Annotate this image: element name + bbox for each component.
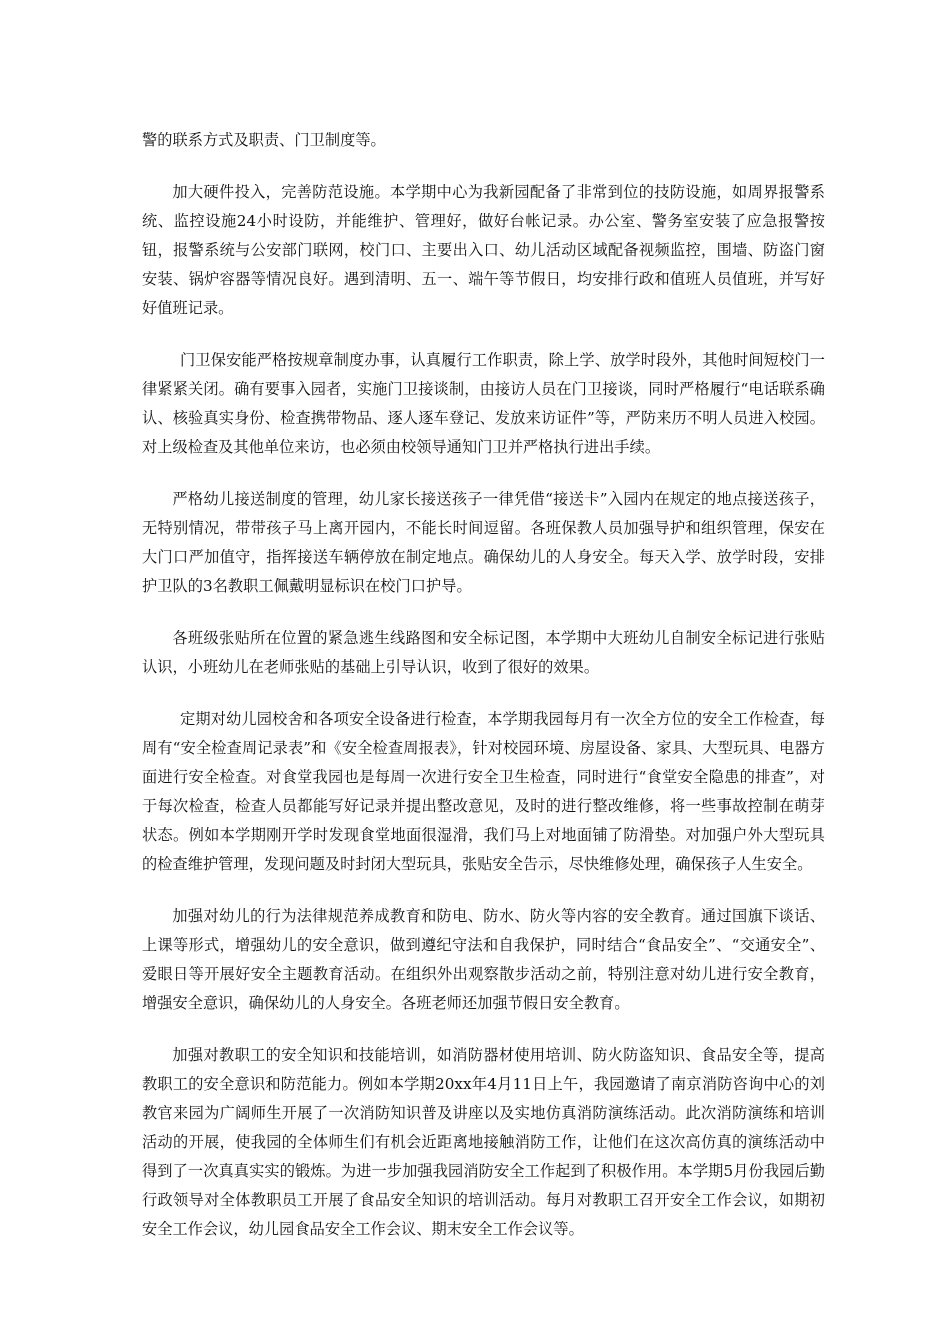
- paragraph-escape-route: 各班级张贴所在位置的紧急逃生线路图和安全标记图，本学期中大班幼儿自制安全标记进行张贴认识，小班幼儿在老师张贴的基础上引导认识，收到了很好的效果。: [142, 629, 825, 676]
- paragraph-continuation: 警的联系方式及职责、门卫制度等。: [142, 131, 386, 149]
- document-body: [142, 126, 825, 1267]
- paragraph-hardware-investment: 加大硬件投入，完善防范设施。本学期中心为我新园配备了非常到位的技防设施，如周界报警系统、监控设施24小时设防，并能维护、管理好，做好台帐记录。办公室、警务室安装了应急报警按钮，报警系统与公安部门联网，校门口、主要出入口、幼儿活动区域配备视频监控，围墙、防盗门窗安装、锅炉容器等情况良好。遇到清明、五一、端午等节假日，均安排行政和值班人员值班，并写好好值班记录。: [142, 183, 825, 317]
- paragraph-staff-training: 加强对教职工的安全知识和技能培训，如消防器材使用培训、防火防盗知识、食品安全等，提高教职工的安全意识和防范能力。例如本学期20xx年4月11日上午，我园邀请了南京消防咨询中心的刘教官来园为广阔师生开展了一次消防知识普及讲座以及实地仿真消防演练活动。此次消防演练和培训活动的开展，使我园的全体师生们有机会近距离地接触消防工作，让他们在这次高仿真的演练活动中得到了一次真真实实的锻炼。为进一步加强我园消防安全工作起到了积极作用。本学期5月份我园后勤行政领导对全体教职员工开展了食品安全知识的培训活动。每月对教职工召开安全工作会议，如期初安全工作会议，幼儿园食品安全工作会议、期末安全工作会议等。: [142, 1046, 825, 1238]
- paragraph-safety-inspection: 定期对幼儿园校舍和各项安全设备进行检查，本学期我园每月有一次全方位的安全工作检查，每周有“安全检查周记录表”和《安全检查周报表》，针对校园环境、房屋设备、家具、大型玩具、电器方面进行安全检查。对食堂我园也是每周一次进行安全卫生检查，同时进行“食堂安全隐患的排查”，对于每次检查，检查人员都能写好记录并提出整改意见，及时的进行整改维修，将一些事故控制在萌芽状态。例如本学期刚开学时发现食堂地面很湿滑，我们马上对地面铺了防滑垫。对加强户外大型玩具的检查维护管理，发现问题及时封闭大型玩具，张贴安全告示，尽快维修处理，确保孩子人生安全。: [142, 710, 825, 873]
- paragraph-pickup-system: 严格幼儿接送制度的管理，幼儿家长接送孩子一律凭借“接送卡”入园内在规定的地点接送孩子，无特别情况，带带孩子马上离开园内，不能长时间逗留。各班保教人员加强导护和组织管理，保安在大门口严加值守，指挥接送车辆停放在制定地点。确保幼儿的人身安全。每天入学、放学时段，安排护卫队的3名教职工佩戴明显标识在校门口护导。: [142, 490, 825, 595]
- paragraph-gate-security: 门卫保安能严格按规章制度办事，认真履行工作职责，除上学、放学时段外，其他时间短校门一律紧紧关闭。确有要事入园者，实施门卫接谈制，由接访人员在门卫接谈，同时严格履行“电话联系确认、核验真实身份、检查携带物品、逐人逐车登记、发放来访证件”等，严防来历不明人员进入校园。对上级检查及其他单位来访，也必须由校领导通知门卫并严格执行进出手续。: [142, 351, 825, 456]
- paragraph-safety-education: 加强对幼儿的行为法律规范养成教育和防电、防水、防火等内容的安全教育。通过国旗下谈话、上课等形式，增强幼儿的安全意识，做到遵纪守法和自我保护，同时结合“食品安全”、“交通安全”、爱眼日等开展好安全主题教育活动。在组织外出观察散步活动之前，特别注意对幼儿进行安全教育，增强安全意识，确保幼儿的人身安全。各班老师还加强节假日安全教育。: [142, 907, 825, 1012]
